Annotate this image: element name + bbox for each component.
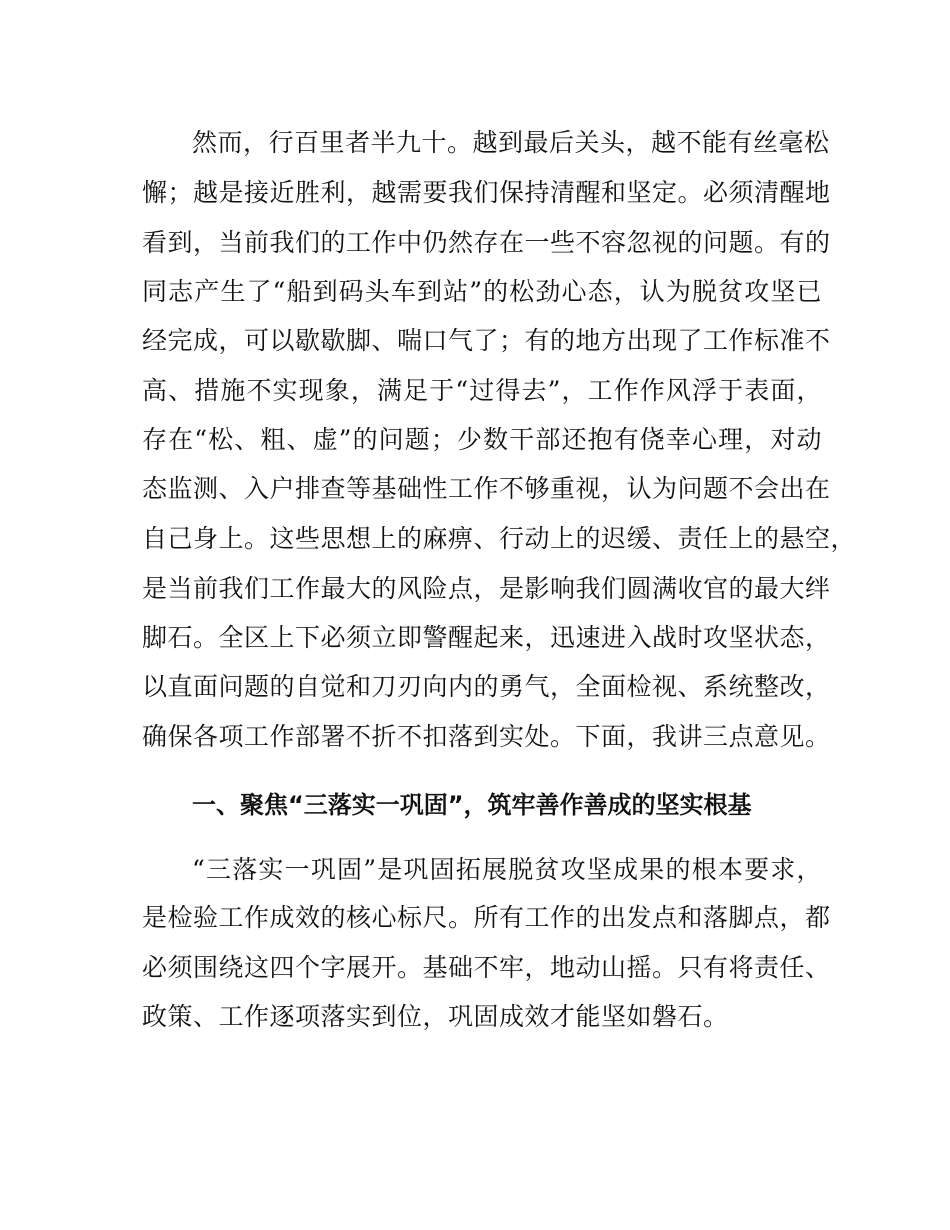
paragraph1-line-12: 以直面问题的自觉和刀刃向内的勇气，全面检视、系统整改， bbox=[142, 672, 831, 701]
paragraph2-line-1: “三落实一巩固”是巩固拓展脱贫攻坚成果的根本要求， bbox=[192, 855, 822, 884]
paragraph2-line-4: 政策、工作逐项落实到位，巩固成效才能坚如磐石。 bbox=[142, 1002, 729, 1031]
paragraph1-line-10: 是当前我们工作最大的风险点，是影响我们圆满收官的最大绊 bbox=[142, 574, 831, 603]
paragraph1-line-8: 态监测、入户排查等基础性工作不够重视，认为问题不会出在 bbox=[142, 474, 831, 503]
paragraph1-line-9: 自己身上。这些思想上的麻痹、行动上的迟缓、责任上的悬空， bbox=[142, 524, 857, 553]
paragraph1-line-2: 懈；越是接近胜利，越需要我们保持清醒和坚定。必须清醒地 bbox=[142, 178, 831, 207]
paragraph1-line-3: 看到，当前我们的工作中仍然存在一些不容忽视的问题。有的 bbox=[142, 228, 831, 257]
paragraph1-line-13: 确保各项工作部署不折不扣落到实处。下面，我讲三点意见。 bbox=[142, 722, 831, 751]
paragraph1-line-4: 同志产生了“船到码头车到站”的松劲心态，认为脱贫攻坚已 bbox=[142, 277, 822, 306]
section-heading-1: 一、聚焦“三落实一巩固”，筑牢善作善成的坚实根基 bbox=[192, 791, 752, 819]
paragraph1-line-5: 经完成，可以歇歇脚、喘口气了；有的地方出现了工作标准不 bbox=[142, 326, 831, 355]
paragraph2-line-2: 是检验工作成效的核心标尺。所有工作的出发点和落脚点，都 bbox=[142, 903, 831, 932]
paragraph1-line-1: 然而，行百里者半九十。越到最后关头，越不能有丝毫松 bbox=[192, 128, 830, 157]
paragraph1-line-7: 存在“松、粗、虚”的问题；少数干部还抱有侥幸心理，对动 bbox=[142, 425, 822, 454]
paragraph2-line-3: 必须围绕这四个字展开。基础不牢，地动山摇。只有将责任、 bbox=[142, 953, 831, 982]
paragraph1-line-6: 高、措施不实现象，满足于“过得去”，工作作风浮于表面， bbox=[142, 376, 822, 405]
paragraph1-line-11: 脚石。全区上下必须立即警醒起来，迅速进入战时攻坚状态， bbox=[142, 623, 831, 652]
